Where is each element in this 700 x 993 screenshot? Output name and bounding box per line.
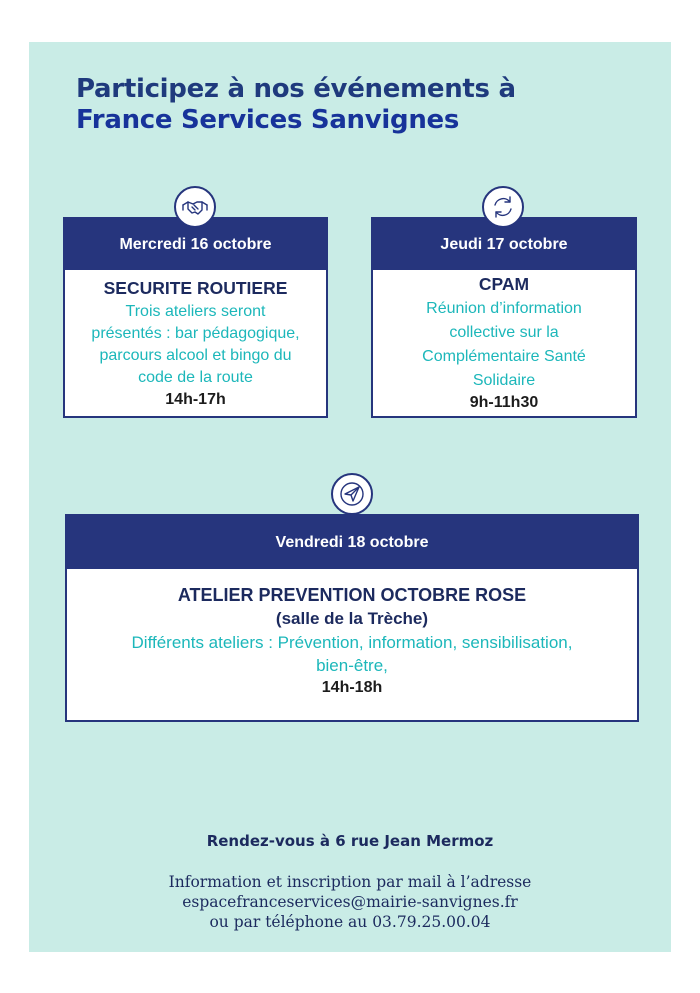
- refresh-icon: [482, 186, 524, 228]
- handshake-icon: [174, 186, 216, 228]
- event-desc-line: Réunion d’information: [426, 300, 582, 317]
- event-date: Jeudi 17 octobre: [373, 219, 635, 270]
- event-desc-line: code de la route: [138, 369, 253, 386]
- title-line-2: France Services Sanvignes: [76, 105, 460, 135]
- event-desc-line: collective sur la: [449, 324, 559, 341]
- email-link[interactable]: espacefranceservices@mairie-sanvignes.fr: [182, 893, 518, 911]
- event-desc-line: Complémentaire Santé: [422, 348, 586, 365]
- event-date: Mercredi 16 octobre: [65, 219, 326, 270]
- event-date: Vendredi 18 octobre: [67, 516, 637, 569]
- contact-info: [29, 872, 671, 932]
- event-time: 14h-17h: [165, 391, 226, 408]
- info-line: Information et inscription par mail à l’adresse: [168, 873, 532, 891]
- event-desc-line: Différents ateliers : Prévention, information, sensibilisation,: [131, 633, 573, 652]
- event-desc-line: bien-être,: [316, 656, 388, 675]
- title-line-1: Participez à nos événements à: [76, 74, 516, 104]
- event-desc-line: Solidaire: [472, 372, 536, 389]
- event-time: 14h-18h: [321, 679, 383, 696]
- event-desc-line: parcours alcool et bingo du: [99, 347, 292, 364]
- event-time: 9h-11h30: [469, 394, 539, 411]
- poster: [29, 42, 671, 952]
- event-subject: CPAM: [478, 274, 530, 294]
- event-subject: ATELIER PREVENTION OCTOBRE ROSE: [177, 585, 527, 605]
- event-subject-location: (salle de la Trèche): [275, 609, 429, 628]
- meeting-address: Rendez-vous à 6 rue Jean Mermoz: [206, 832, 494, 850]
- event-desc-line: présentés : bar pédagogique,: [91, 325, 300, 342]
- phone-line: ou par téléphone au 03.79.25.00.04: [209, 913, 491, 931]
- event-subject: SECURITE ROUTIERE: [103, 278, 288, 298]
- event-desc-line: Trois ateliers seront: [125, 303, 266, 320]
- send-icon: [331, 473, 373, 515]
